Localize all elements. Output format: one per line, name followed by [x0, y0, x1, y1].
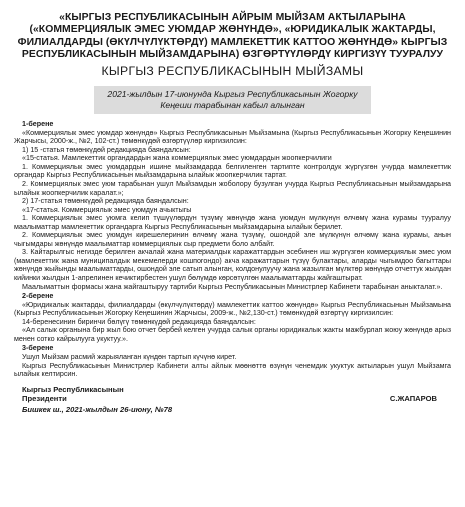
article-heading: 3-берене	[22, 344, 54, 353]
place-and-date: Бишкек ш., 2021-жылдын 26-июну, №78	[22, 404, 173, 414]
paragraph: Ушул Мыйзам расмий жарыяланган күндөн тартып күчүнө кирет.	[22, 352, 237, 361]
paragraph: «17-статья. Коммерциялык эмес уюмдун ачыктыгы	[22, 205, 192, 214]
paragraph: «Коммерциялык эмес уюмдар жөнүндө» Кыргыз Республикасынын Мыйзамына (Кыргыз Республикасынын Жогорку Кеңешинин Жарчысы, 2000-ж., №2, 102-ст.) төмөнкүдөй өзгөртүүлөр киргизилсин:	[14, 128, 451, 146]
paragraph: Кыргыз Республикасынын Министрлер Кабинети алты айлык мөөнөттө өзүнүн ченемдик укуктук актыларын ушул Мыйзамга ылайык келтирсин.	[14, 361, 451, 379]
paragraph: 14-беренесинин биринчи бөлүгү төмөнкүдөй редакцияда баяндалсын:	[22, 317, 256, 326]
law-title: «КЫРГЫЗ РЕСПУБЛИКАСЫНЫН АЙРЫМ МЫЙЗАМ АКТЫЛАРЫНА («КОММЕРЦИЯЛЫК ЭМЕС УЮМДАР ЖӨНҮНДӨ», «ЮРИДИКАЛЫК ЖАКТАРДЫ, ФИЛИАЛДАРДЫ (ӨКҮЛЧҮЛҮКТӨРДҮ) МАМЛЕКЕТТИК КАТТОО ЖӨНҮНДӨ» КЫРГЫЗ РЕСПУБЛИКАСЫНЫН МЫЙЗАМДАРЫНА) ӨЗГӨРТҮҮЛӨРДҮ КИРГИЗҮҮ ТУУРАЛУУ	[17, 12, 448, 60]
paragraph: 1) 15 -статья төмөнкүдөй редакцияда баяндалсын:	[22, 145, 191, 154]
paragraph: «Юридикалык жактарды, филиалдарды (өкүлчүлүктөрдү) мамлекеттик каттоо жөнүндө» Кыргыз Республикасынын Мыйзамына (Кыргыз Республикасынын Жогорку Кеңешинин Жарчысы, 2009-ж., №2,130-ст.) төмөнкүдөй өзгөртүү киргизилсин:	[14, 300, 451, 318]
paragraph: 3. Кайтарылгыс негизде берилген акчалай жана материалдык каражаттардын эсебинен иш жүргүзгөн коммерциялык эмес уюм (мамлекеттик жана муниципалдык мекемелерди кошпогондо) акча каражаттарын түзүү булактары, аларды чыгымдоо багыттары жөнүндө жыйынды маалыматтарды, ошондой эле сатып алынган, колдонулуучу жана жазылган мүлктөр жөнүндө отчеттук жылдан кийинки жылдын 1-апрелинен кечиктирбестен ушул бөлүмдө көрсөтүлгөн маалыматтарды жайгаштырат.	[14, 248, 451, 283]
article-heading: 2-берене	[22, 292, 54, 301]
paragraph: 2) 17-статья төмөнкүдөй редакцияда баяндалсын:	[22, 197, 189, 206]
signatory-title-line2: Президенти	[22, 393, 67, 403]
signature-block	[14, 385, 451, 403]
signatory-name: С.ЖАПАРОВ	[389, 393, 437, 403]
paragraph: 2. Коммерциялык эмес уюм тарабынан ушул Мыйзамдын жоболору бузулган учурда Кыргыз Республикасынын мыйзамдарына ылайык жоопкерчилик каралат.»;	[14, 180, 451, 197]
law-body	[14, 120, 451, 378]
paragraph: Маалыматтын формасы жана жайгаштыруу тартиби Кыргыз Республикасынын Министрлер Кабинети тарабынан аныкталат.».	[22, 282, 443, 291]
paragraph: 1. Коммерциялык эмес уюмга келип түшүүлөрдүн түзүмү жөнүндө жана уюмдун мүлкүнүн өлчөмү жана курамы тууралуу маалыматтар мамлекеттик органдарга Кыргыз Республикасынын мыйзамдарына ылайык берилет.	[14, 214, 451, 231]
adoption-note: 2021-жылдын 17-июнунда Кыргыз Республикасынын Жогорку Кеңеши тарабынан кабыл алынган	[94, 86, 371, 114]
paragraph: «Ал салык органына бир жыл бою отчет бербей келген учурда салык органы юридикалык жакты мажбурлап жоюу жөнүндө арыз менен сотко кайрылууга укуктуу.».	[14, 326, 451, 343]
signatory-title	[14, 385, 124, 403]
paragraph: 1. Коммерциялык эмес уюмдардын ишине мыйзамдарда белгиленген тартипте контролдук жүргүзгөн учурда мамлекеттик органдар Кыргыз Республикасынын мыйзамдарына ылайык жоопкерчилик тартат.	[14, 162, 451, 180]
signatory-title-line1: Кыргыз Республикасынын	[22, 384, 124, 394]
paragraph: 2. Коммерциялык эмес уюмдун кирешелеринин өлчөмү жана түзүмү, ошондой эле мүлкүнүн өлчөмү жана курамы, анын чыгымдары жөнүндө маалыматтар коммерциялык сыр предмети боло албайт.	[14, 231, 451, 248]
paragraph: «15-статья. Мамлекеттик органдардын жана коммерциялык эмес уюмдардын жоопкерчилиги	[22, 154, 332, 163]
article-heading: 1-берене	[22, 120, 54, 129]
law-subtitle: КЫРГЫЗ РЕСПУБЛИКАСЫНЫН МЫЙЗАМЫ	[101, 64, 364, 79]
